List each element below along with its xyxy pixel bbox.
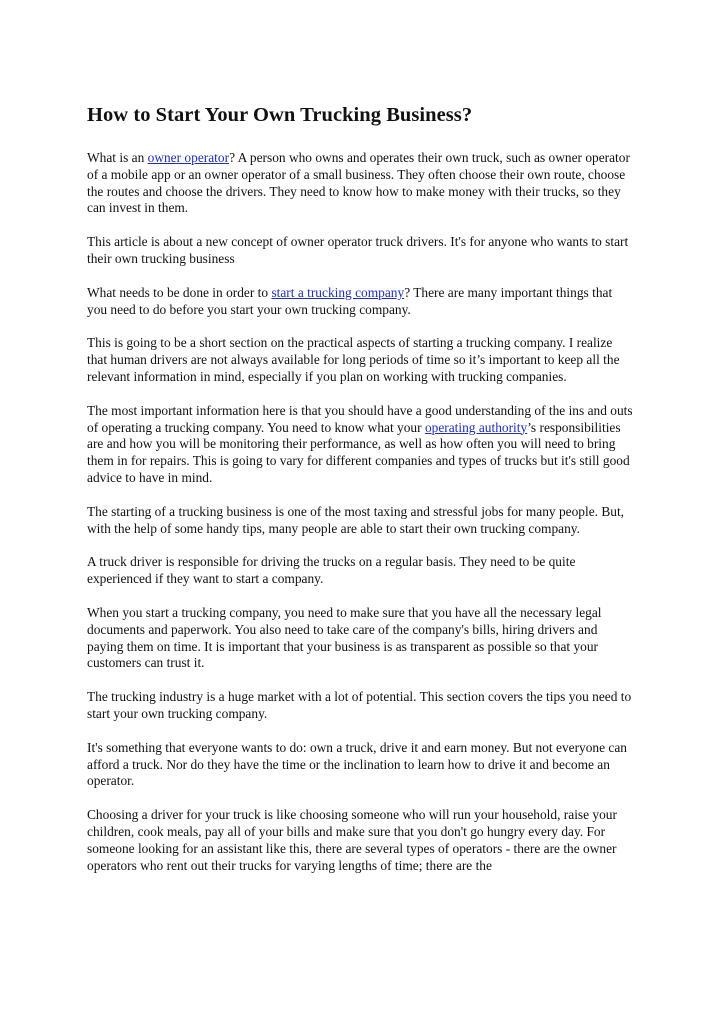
paragraph-11: Choosing a driver for your truck is like choosing someone who will run your household, raise your children, cook meals, pay all of your bills and make sure that you don't go hungry every day. For someone looking for an assistant like this, there are several types of operators - there are the owner operators who rent out their trucks for varying lengths of time; there are the — [87, 807, 617, 873]
paragraph-5-text-before: The most important information here is that you should have a good understanding of the ins and outs of operating a trucking company. You need to know what your — [87, 402, 633, 435]
paragraph-3-text-after: ? There are many important things that you need to do before you start your own trucking company. — [87, 284, 613, 317]
paragraph-1-text-before: What is an — [87, 150, 148, 165]
paragraph-5-text-after: ’s responsibilities are and how you will be monitoring their performance, as well as how often you will need to bring them in for repairs. This is going to vary for different companies and types of trucks but it's still good advice to have in mind. — [87, 419, 630, 485]
paragraph-2: This article is about a new concept of owner operator truck drivers. It's for anyone who wants to start their own trucking business — [87, 234, 629, 266]
paragraph-7: A truck driver is responsible for driving the trucks on a regular basis. They need to be quite experienced if they want to start a company. — [87, 554, 576, 587]
start-trucking-company-link[interactable]: start a trucking company — [271, 284, 405, 300]
paragraph-10: It's something that everyone wants to do: own a truck, drive it and earn money. But not everyone can afford a truck. Nor do they have the time or the inclination to learn how to drive it and become an operator. — [87, 739, 627, 789]
paragraph-1 — [87, 150, 635, 217]
paragraph-8: When you start a trucking company, you need to make sure that you have all the necessary legal documents and paperwork. You also need to take care of the company's bills, hiring drivers and paying them on time. It is important that your business is as transparent as possible so that your customers can trust it. — [87, 604, 602, 671]
paragraph-4: This is going to be a short section on the practical aspects of starting a trucking company. I realize that human drivers are not always available for long periods of time so it’s important to keep all the relevant information in mind, especially if you plan on working with trucking companies. — [87, 335, 620, 384]
operating-authority-link[interactable]: operating authority — [424, 419, 528, 435]
paragraph-3 — [87, 285, 635, 319]
owner-operator-link[interactable]: owner operator — [147, 150, 230, 165]
document-title: How to Start Your Own Trucking Business? — [87, 104, 473, 126]
paragraph-5 — [87, 403, 635, 487]
paragraph-3-text-before: What needs to be done in order to — [87, 284, 272, 300]
paragraph-6: The starting of a trucking business is one of the most taxing and stressful jobs for many people. But, with the help of some handy tips, many people are able to start their own trucking company. — [87, 503, 625, 536]
paragraph-1-text-after: ? A person who owns and operates their own truck, such as owner operator of a mobile app or an owner operator of a small business. They often choose their own route, choose the routes and choose the drivers. They need to know how to make money with their trucks, so they can invest in them. — [87, 150, 630, 216]
paragraph-9: The trucking industry is a huge market with a lot of potential. This section covers the tips you need to start your own trucking company. — [87, 689, 632, 721]
document-body — [87, 101, 635, 891]
